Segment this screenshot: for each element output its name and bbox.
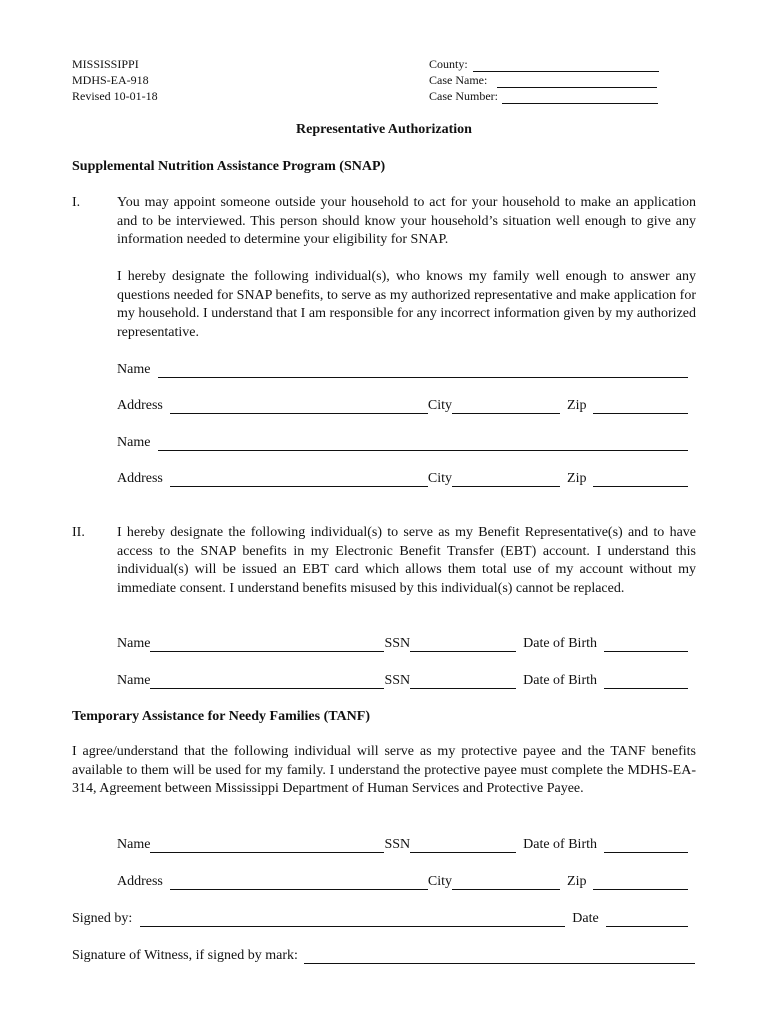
dob-label: Date of Birth xyxy=(523,673,597,688)
benefit-rep-1-ssn-field[interactable] xyxy=(410,638,516,652)
witness-signature-field[interactable] xyxy=(304,950,695,964)
payee-address-field[interactable] xyxy=(170,876,428,890)
case-number-label: Case Number: xyxy=(429,89,498,103)
zip-label: Zip xyxy=(567,471,587,486)
auth-rep-2-zip-field[interactable] xyxy=(593,473,688,487)
address-label: Address xyxy=(117,471,163,486)
case-name-label: Case Name: xyxy=(429,73,488,87)
payee-name-row xyxy=(117,835,688,853)
auth-rep-2-name-field[interactable] xyxy=(158,437,688,451)
form-id-block xyxy=(72,56,158,104)
ssn-label: SSN xyxy=(384,673,411,688)
signature-field[interactable] xyxy=(140,913,565,927)
name-label: Name xyxy=(117,837,151,852)
payee-zip-field[interactable] xyxy=(593,876,688,890)
section-1-designation: I hereby designate the following individual(s), who knows my family well enough to answer any questions needed for SNAP benefits, to serve as my authorized representative and make application for my household. I understand that I am responsible for any incorrect information given by my authorized representative. xyxy=(117,269,696,340)
city-label: City xyxy=(427,874,453,889)
auth-rep-1-zip-field[interactable] xyxy=(593,400,688,414)
auth-rep-1-city-field[interactable] xyxy=(452,400,560,414)
revised-date: Revised 10-01-18 xyxy=(72,89,158,103)
case-number-field[interactable] xyxy=(502,90,658,104)
payee-city-field[interactable] xyxy=(452,876,560,890)
page-title: Representative Authorization xyxy=(296,122,472,137)
benefit-rep-2-dob-field[interactable] xyxy=(604,675,688,689)
auth-rep-2-city-field[interactable] xyxy=(452,473,560,487)
section-2-designation: I hereby designate the following individual(s) to serve as my Benefit Representative(s) and to have access to the SNAP benefits in my Electronic Benefit Transfer (EBT) account. I understand this individual(s) will be issued an EBT card which allows them total use of my account without my immediate consent. I understand benefits misused by this individual(s) cannot be replaced. xyxy=(117,525,696,596)
auth-rep-1-name-row xyxy=(117,360,688,378)
benefit-rep-2-row xyxy=(117,671,688,689)
name-label: Name xyxy=(117,673,151,688)
section-1-intro: You may appoint someone outside your household to act for your household to make an application and to be interviewed. This person should know your household’s situation well enough to give any information needed to determine your eligibility for SNAP. xyxy=(117,195,696,247)
dob-label: Date of Birth xyxy=(523,837,597,852)
city-label: City xyxy=(427,398,453,413)
payee-name-field[interactable] xyxy=(150,839,384,853)
address-label: Address xyxy=(117,874,163,889)
payee-address-row xyxy=(117,872,688,890)
county-label: County: xyxy=(429,57,468,71)
case-name-field[interactable] xyxy=(497,74,657,88)
auth-rep-2-address-field[interactable] xyxy=(170,473,428,487)
county-field[interactable] xyxy=(473,58,659,72)
city-label: City xyxy=(427,471,453,486)
dob-label: Date of Birth xyxy=(523,636,597,651)
form-number: MDHS-EA-918 xyxy=(72,73,149,87)
tanf-heading: Temporary Assistance for Needy Families (TANF) xyxy=(72,709,370,724)
auth-rep-1-name-field[interactable] xyxy=(158,364,688,378)
ssn-label: SSN xyxy=(384,636,411,651)
benefit-rep-2-ssn-field[interactable] xyxy=(410,675,516,689)
case-info-block xyxy=(429,56,659,104)
tanf-paragraph: I agree/understand that the following individual will serve as my protective payee and the TANF benefits available to them will be used for my family. I understand the protective payee must complete the MDHS-EA-314, Agreement between Mississippi Department of Human Services and Protective Payee. xyxy=(72,744,696,796)
benefit-rep-1-dob-field[interactable] xyxy=(604,638,688,652)
state-label: MISSISSIPPI xyxy=(72,57,139,71)
name-label: Name xyxy=(117,362,151,377)
name-label: Name xyxy=(117,636,151,651)
auth-rep-2-name-row xyxy=(117,433,688,451)
auth-rep-1-address-row xyxy=(117,396,688,414)
name-label: Name xyxy=(117,435,151,450)
zip-label: Zip xyxy=(567,398,587,413)
zip-label: Zip xyxy=(567,874,587,889)
benefit-rep-1-name-field[interactable] xyxy=(150,638,384,652)
ssn-label: SSN xyxy=(384,837,411,852)
payee-dob-field[interactable] xyxy=(604,839,688,853)
signed-by-row xyxy=(72,909,688,927)
auth-rep-1-address-field[interactable] xyxy=(170,400,428,414)
auth-rep-2-address-row xyxy=(117,469,688,487)
section-1-numeral: I. xyxy=(72,195,81,210)
payee-ssn-field[interactable] xyxy=(410,839,516,853)
benefit-rep-1-row xyxy=(117,634,688,652)
witness-label: Signature of Witness, if signed by mark: xyxy=(72,948,298,963)
address-label: Address xyxy=(117,398,163,413)
signature-date-field[interactable] xyxy=(606,913,688,927)
witness-row xyxy=(72,946,695,964)
signed-by-label: Signed by: xyxy=(72,911,133,926)
benefit-rep-2-name-field[interactable] xyxy=(150,675,384,689)
date-label: Date xyxy=(572,911,599,926)
section-2-numeral: II. xyxy=(72,525,85,540)
snap-heading: Supplemental Nutrition Assistance Program (SNAP) xyxy=(72,159,386,174)
